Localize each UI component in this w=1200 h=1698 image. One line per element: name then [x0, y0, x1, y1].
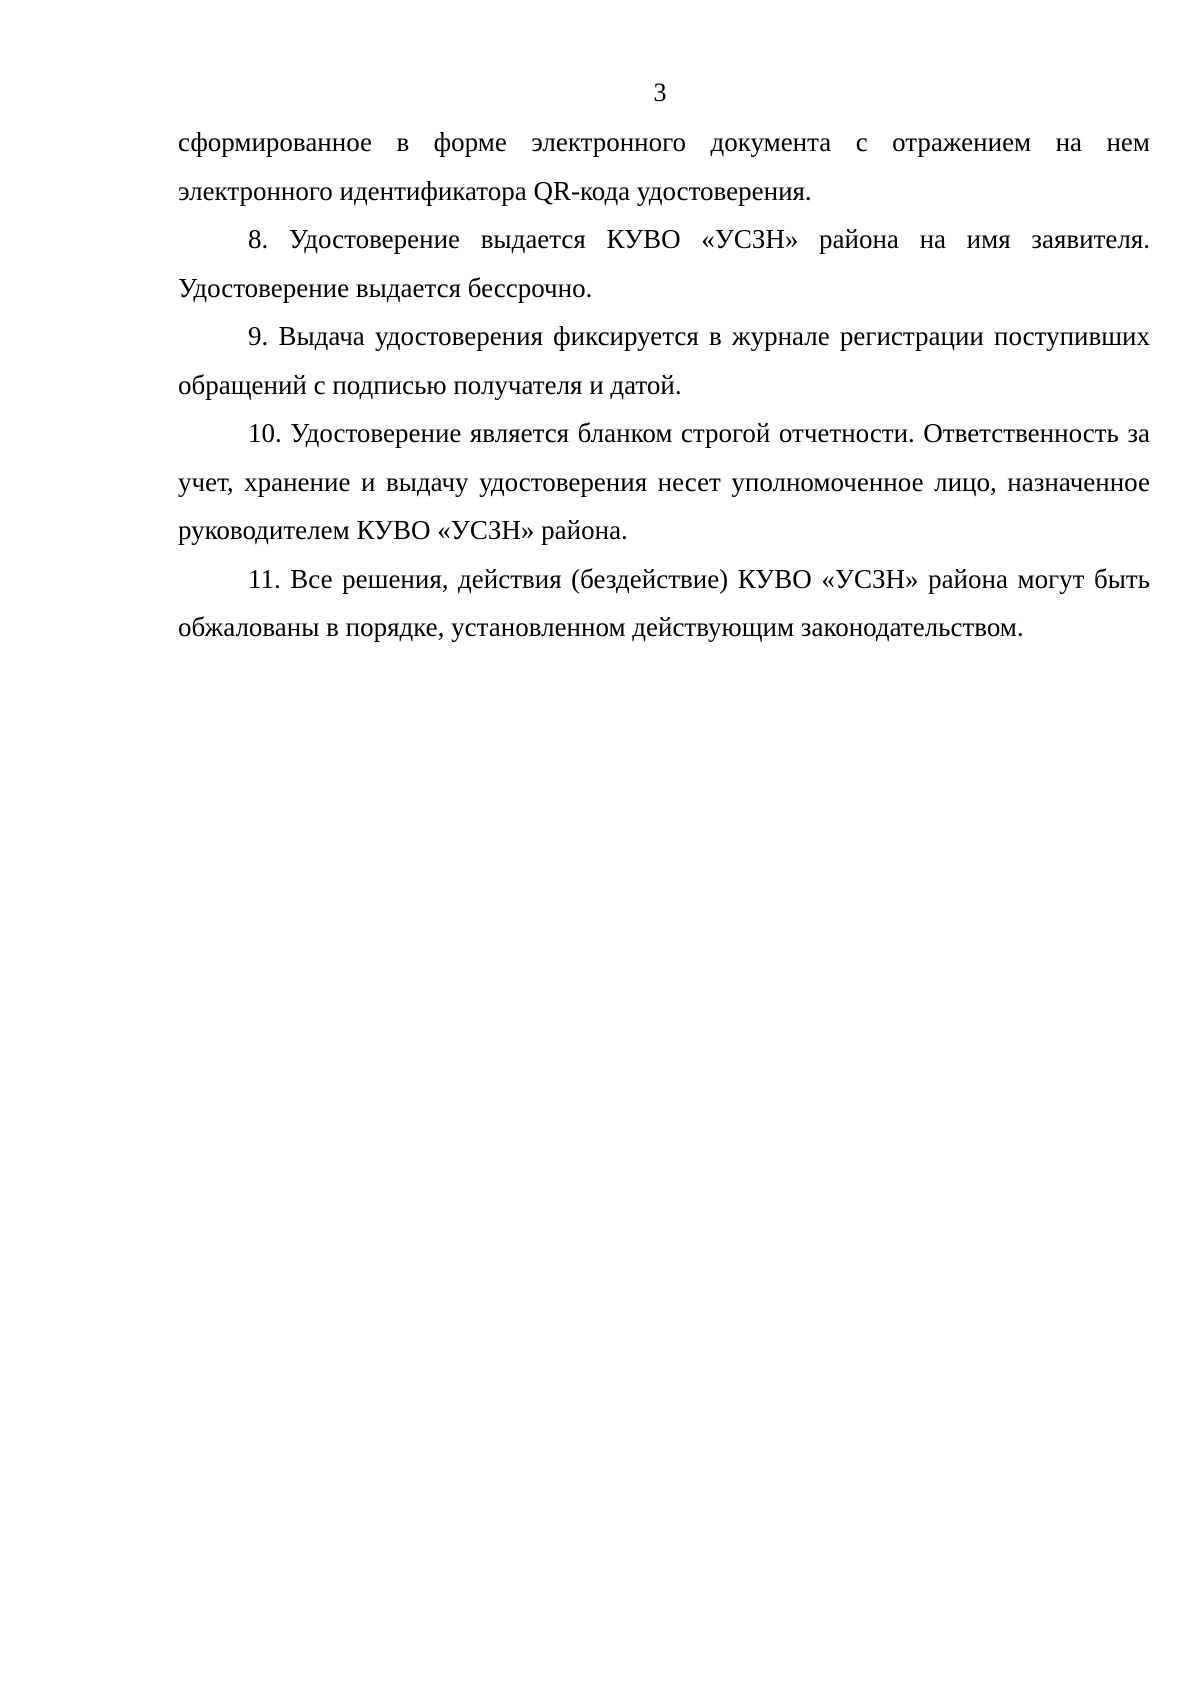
- paragraph-item-11: 11. Все решения, действия (бездействие) КУВО «УСЗН» района могут быть обжалованы в порядке, установленном действующим законодательством.: [178, 563, 1150, 642]
- document-body: [178, 118, 1150, 652]
- paragraph-item-8: 8. Удостоверение выдается КУВО «УСЗН» района на имя заявителя. Удостоверение выдается бессрочно.: [178, 224, 1150, 303]
- paragraph-item-9: 9. Выдача удостоверения фиксируется в журнале регистрации поступивших обращений с подписью получателя и датой.: [178, 321, 1150, 400]
- paragraph-item-10: 10. Удостоверение является бланком строгой отчетности. Ответственность за учет, хранение и выдачу удостоверения несет уполномоченное лицо, назначенное руководителем КУВО «УСЗН» района.: [178, 418, 1150, 545]
- page-number: 3: [653, 78, 667, 107]
- paragraph-continuation: сформированное в форме электронного документа с отражением на нем электронного идентификатора QR-кода удостоверения.: [178, 127, 1150, 206]
